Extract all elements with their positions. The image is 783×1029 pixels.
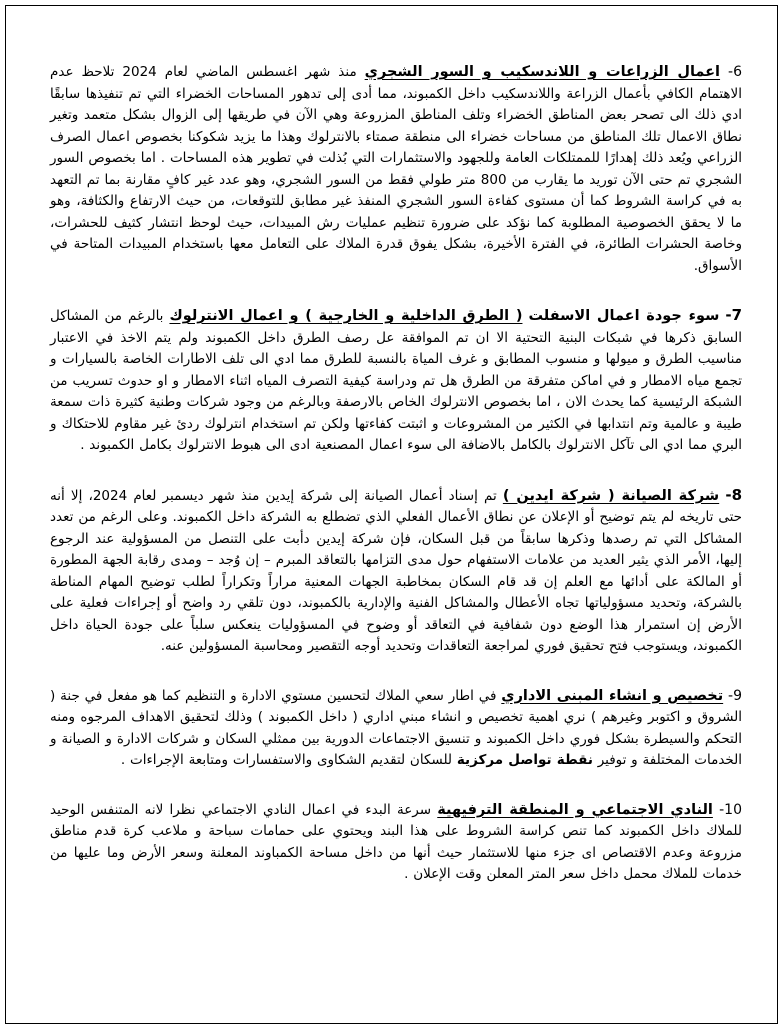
item-heading: تخصيص و انشاء المبنى الاداري bbox=[501, 687, 724, 704]
item-bold-phrase: نقطة تواصل مركزية bbox=[456, 752, 593, 768]
item-heading: اعمال الزراعات و اللاندسكيب و السور الشجري bbox=[364, 64, 721, 80]
list-item-10 bbox=[50, 800, 742, 886]
item-number: 9- bbox=[728, 687, 743, 704]
item-heading-underlined: ( الطرق الداخلية و الخارجية ) و اعمال الانترلوك bbox=[169, 308, 523, 324]
item-body: في اطار سعي الملاك لتحسين مستوي الادارة و التنظيم كما هو مفعل في جنة ( الشروق و اكتوبر وغيرهم ) نري اهمية تخصيص و انشاء مبني اداري ( داخل الكمبوند ) وذلك لتحقيق الاهداف المرجوه ومنه التحكم والسيطرة بشكل فوري داخل الكمبوند و تنسيق الاجتماعات الدورية بين ممثلي السكان و شركات الادارة و الصيانة و الخدمات المختلفة و توفير bbox=[50, 687, 742, 768]
list-item-7 bbox=[50, 305, 742, 457]
item-number: 10- bbox=[719, 801, 742, 818]
item-body: بالرغم من المشاكل السابق ذكرها في شبكات البنية التحتية الا ان تم الموافقة عل رصف الطرق داخل الكمبوند ولم يتم الاخذ في الاعتبار مناسيب الطرق و ميولها و منسوب المطابق و غرف المياة بالنسبة للطرق مما ادي الى تلف الاطارات الخاصة بالسيارات و تجمع مياه الامطار و في اماكن متفرقة من الطرق هل تم ودراسة كيفية التصرف المياه اثناء الامطار و او حدوث تسريب من الشبكة الرئيسية كما يحدث الان ، اما بخصوص الانترلوك الخاص بالارصفة وبالرغم من وجود شركات وطنية كثيرة ذات سمعة طيبة و عالمية وتم انتدابها في الكثير من المشروعات و اثبتت كفاءتها ولكن تم استخدام انترلوك ردئ غير مقاوم للاحتكاك و البري مما ادي الى تآكل الانترلوك بالكامل بالاضافة الى سوء اعمال المصنعية ادى الى هبوط الانترلوك بكامل الكمبوند . bbox=[50, 308, 742, 453]
item-number: 8- bbox=[725, 485, 742, 504]
item-heading: شركة الصيانة ( شركة ايدين ) bbox=[502, 487, 720, 504]
item-heading: النادي الاجتماعي و المنطقة الترفيهية bbox=[437, 801, 713, 818]
item-number: 7- bbox=[725, 306, 743, 324]
item-body: منذ شهر اغسطس الماضي لعام 2024 تلاحظ عدم الاهتمام الكافي بأعمال الزراعة واللاندسكيب داخل الكمبوند، مما أدى إلى تدهور المساحات الخضراء التي تم تنفيذها سابقًا ادي ذلك الى تصحر بعض المناطق الخضراء وتلف المناطق المزروعة وهي الآن في طريقها إلى الزوال بشكل متعمد وتغير نطاق الاعمال تلك المناطق من مساحات خضراء الى منطقة صمتاء بالانترلوك وهذا ما يزيد شكوكنا بخصوص اعمال الصرف الزراعي ويُعد ذلك إهدارًا للممتلكات العامة وللجهود والاستثمارات التي بُذلت في تطوير هذه المساحات . اما بخصوص السور الشجري تم حتى الآن توريد ما يقارب من 800 متر طولي فقط من السور الشجري، وهو عدد غير كافٍ مقارنة بما تم التعهد به في كراسة الشروط كما أن مستوى كفاءة السور الشجري المنفذ غير مطابق للتوقعات، من حيث الارتفاع والكثافة، وهو ما لا يحقق الخصوصية المطلوبة كما نؤكد على ضرورة تنظيم عمليات رش المبيدات، حيث لوحظ انتشار كثيف للحشرات، وخاصة الحشرات الطائرة، في الفترة الأخيرة، بشكل يفوق قدرة الملاك على التعامل معها باستخدام المبيدات المتاحة في الأسواق. bbox=[50, 64, 742, 274]
list-item-8 bbox=[50, 485, 742, 658]
list-item-6 bbox=[50, 62, 742, 277]
item-body-continued: للسكان لتقديم الشكاوى والاستفسارات ومتابعة الإجراءات . bbox=[120, 752, 453, 768]
item-heading: سوء جودة اعمال الاسفلت bbox=[528, 308, 720, 324]
item-body: تم إسناد أعمال الصيانة إلى شركة إيدين منذ شهر ديسمبر لعام 2024، إلا أنه حتى تاريخه لم يتم توضيح أو الإعلان عن نطاق الأعمال الفعلي الذي تضطلع به الشركة داخل الكمبوند. وعلى الرغم من تعدد المشاكل التي تم رصدها وذكرها سابقاً من قبل السكان، فإن شركة إيدين دأبت على التنصل من المسؤولية عند الرجوع إليها، الأمر الذي يثير العديد من علامات الاستفهام حول مدى التزامها بالتعاقد المبرم – إن وُجد – ومدى رقابة الجهة المطورة أو المالكة على أدائها مع العلم إن قد قام السكان بمخاطبة الجهات المعنية مراراً وتكراراً لطلب توضيح المهام المناطة بالشركة، وتحديد مسؤولياتها تجاه الأعطال والمشاكل الفنية والإدارية بالكمبوند، دون تلقي رد واضح أو إجراءات فعلية على الأرض إن استمرار هذا الوضع دون شفافية في التعاقد أو وضوح في المسؤوليات ينعكس سلباً على جودة الحياة داخل الكمبوند، ويستوجب فتح تحقيق فوري لمراجعة التعاقدات وتحديد أوجه التقصير ومحاسبة المسؤولين عنه. bbox=[50, 487, 742, 654]
list-item-9 bbox=[50, 686, 742, 772]
document-body bbox=[50, 62, 742, 914]
item-body: سرعة البدء في اعمال النادي الاجتماعي نظرا لانه المتنفس الوحيد للملاك داخل الكمبوند كما تنص كراسة الشروط على هذا البند ويحتوي على حمامات سباحة و ملاعب كرة قدم مناطق مزروعة وعدم الاقتصاص اى جزء منها للاستثمار حيث أنها من داخل مساحة الكمباوند المعلنة وسعر الأرض وما عليها من خدمات للملاك محمل داخل سعر المتر المعلن وقت الإعلان . bbox=[50, 801, 742, 882]
item-number: 6- bbox=[728, 64, 742, 80]
